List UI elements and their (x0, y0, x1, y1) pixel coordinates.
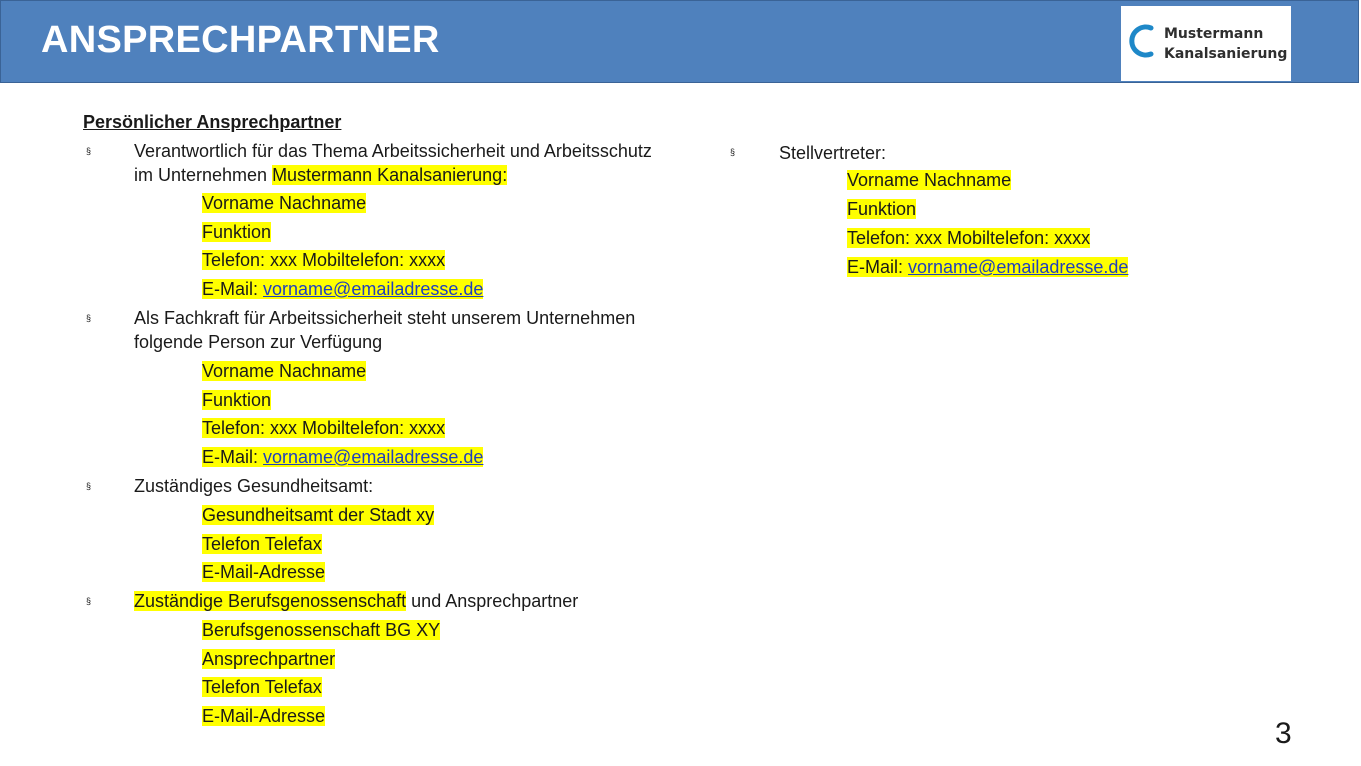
deputy-phone: Telefon: xxx Mobiltelefon: xxxx (847, 228, 1091, 248)
bg-email: E-Mail-Adresse (202, 706, 326, 726)
health-office-phone: Telefon Telefax (202, 534, 322, 554)
logo-arc-icon (1127, 22, 1161, 60)
deputy-email-link[interactable]: vorname@emailadresse.de (908, 257, 1129, 277)
bullet-marker: § (86, 313, 92, 323)
logo-text-line2: Kanalsanierung (1164, 46, 1288, 62)
contact2-name: Vorname Nachname (202, 361, 367, 381)
deputy-label: Stellvertreter: (779, 143, 887, 163)
contact1-function: Funktion (202, 222, 272, 242)
company-name: Mustermann Kanalsanierung: (272, 165, 508, 185)
bullet3-line1: Zuständiges Gesundheitsamt: (134, 476, 374, 496)
contact1-name: Vorname Nachname (202, 193, 367, 213)
contact2-phone: Telefon: xxx Mobiltelefon: xxxx (202, 418, 446, 438)
company-logo (1121, 6, 1291, 81)
bg-contact: Ansprechpartner (202, 649, 336, 669)
bullet2-line1: Als Fachkraft für Arbeitssicherheit steht unserem Unternehmen (134, 308, 636, 328)
bullet1-line2: im Unternehmen Mustermann Kanalsanierung: (134, 165, 508, 185)
page-number: 3 (1275, 717, 1292, 750)
page-title: ANSPRECHPARTNER (41, 19, 440, 61)
health-office-email: E-Mail-Adresse (202, 562, 326, 582)
deputy-email-row: E-Mail: vorname@emailadresse.de (847, 257, 1129, 277)
contact2-function: Funktion (202, 390, 272, 410)
contact1-email-row: E-Mail: vorname@emailadresse.de (202, 279, 484, 299)
contact2-email-link[interactable]: vorname@emailadresse.de (263, 447, 484, 467)
logo-text-line1: Mustermann (1164, 26, 1264, 42)
bullet-marker: § (86, 596, 92, 606)
health-office-name: Gesundheitsamt der Stadt xy (202, 505, 435, 525)
section-heading: Persönlicher Ansprechpartner (83, 112, 342, 132)
bg-phone: Telefon Telefax (202, 677, 322, 697)
bullet-marker: § (730, 147, 736, 157)
bullet4-line1: Zuständige Berufsgenossenschaft und Ansprechpartner (134, 591, 579, 611)
deputy-function: Funktion (847, 199, 917, 219)
bg-name: Berufsgenossenschaft BG XY (202, 620, 441, 640)
header-banner (0, 0, 1359, 83)
contact1-phone: Telefon: xxx Mobiltelefon: xxxx (202, 250, 446, 270)
contact1-email-link[interactable]: vorname@emailadresse.de (263, 279, 484, 299)
bullet-marker: § (86, 481, 92, 491)
bullet2-line2: folgende Person zur Verfügung (134, 332, 383, 352)
deputy-name: Vorname Nachname (847, 170, 1012, 190)
bullet1-line1: Verantwortlich für das Thema Arbeitssicherheit und Arbeitsschutz (134, 141, 652, 161)
contact2-email-row: E-Mail: vorname@emailadresse.de (202, 447, 484, 467)
bullet-marker: § (86, 146, 92, 156)
